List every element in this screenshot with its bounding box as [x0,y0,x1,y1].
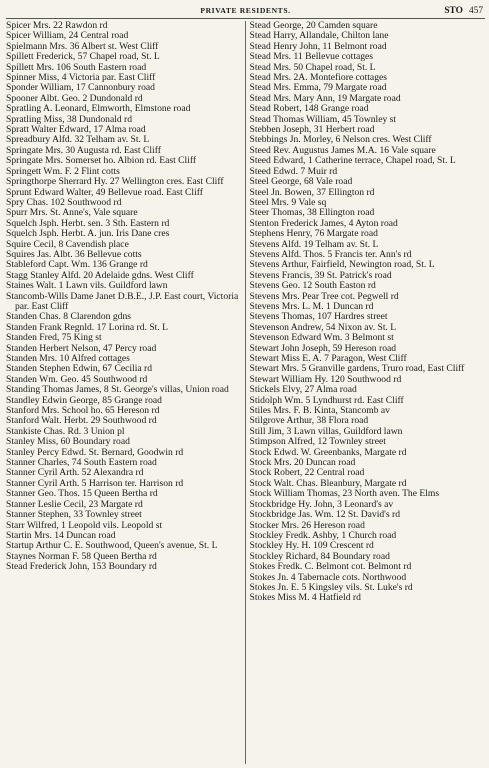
page-header [6,4,485,19]
directory-entry: Squelch Jsph. Herbt. A. jun. Iris Dane cres [6,228,170,240]
directory-entry: Standen Mrs. 10 Alfred cottages [6,353,130,364]
directory-entry: Stewart John Joseph, 59 Hereson road [249,342,397,354]
directory-entry: Stankiste Chas. Rd. 3 Union pl [6,425,125,437]
directory-entry: Steer Thomas, 38 Ellington road [249,207,375,219]
directory-entry: Stanner Geo. Thos. 15 Queen Bertha rd [6,488,158,500]
directory-entry: Standen Stephen Edwin, 67 Cecilia rd [6,363,153,375]
directory-entry: Spry Chas. 102 Southwood rd [6,196,122,208]
directory-entry: Steel George, 68 Vale road [249,176,353,188]
directory-entry: Stockbridge Jas. Wm. 12 St. David's rd [249,509,401,521]
directory-entry: Stewart William Hy. 120 Southwood rd [249,373,402,385]
directory-entry: Stock Mrs. 20 Duncan road [249,457,356,469]
directory-entry: Stockley Hy. H. 109 Crescent rd [249,540,374,552]
directory-entry: Spillett Frederick, 57 Chapel road, St. L [6,51,160,63]
directory-entry: Stevenson Andrew, 54 Nixon av. St. L [249,321,397,333]
directory-entry: Stewart Mrs. 5 Granville gardens, Truro road, East Cliff [249,363,465,375]
directory-entry: Stagg Stanley Alfd. 20 Adelaide gdns. West Cliff [6,269,194,281]
directory-entry: Stead Frederick John, 153 Boundary rd [6,561,157,573]
directory-entry: Stockley Fredk. Ashby, 1 Church road [249,529,397,541]
directory-entry: Springthorpe Sherrard Hy. 27 Wellington cres. East Cliff [6,176,224,188]
directory-entry: Stableford Capt. Wm. 136 Grange rd [6,259,148,271]
directory-entry: Springate Mrs. Somerset ho. Albion rd. East Cliff [6,155,197,167]
directory-entry: Stokes Jn. 4 Tabernacle cots. Northwood [249,571,407,583]
directory-entry: Startin Mrs. 14 Duncan road [6,529,116,541]
directory-entry: Standen Fred, 75 King st [6,332,102,344]
directory-entry: Stockbridge Hy. John, 3 Leonard's av [249,498,394,510]
directory-entry: Stilgrove Arthur, 38 Flora road [249,415,369,427]
page-number: 457 [468,6,483,16]
directory-entry: Stidolph Wm. 5 Lyndhurst rd. East Cliff [249,394,404,406]
directory-entry: Stead Robert, 148 Grange road [249,103,369,115]
directory-entry: Stockley Richard, 84 Boundary road [249,550,390,562]
directory-entry: Stokes Jn. E. 5 Kingsley vils. St. Luke's rd [249,581,413,593]
directory-entry: Stokes Fredk. C. Belmont cot. Belmont rd [249,561,412,573]
directory-entry: Stead Mrs. Mary Ann, 19 Margate road [249,92,401,104]
directory-entry: Stevenson Edward Wm. 3 Belmont st [249,332,394,344]
page-title: PRIVATE RESIDENTS. [200,6,291,15]
directory-entry: Sprunt Edward Walter, 49 Bellevue road. East Cliff [6,186,203,198]
directory-entry: Stocker Mrs. 26 Hereson road [249,519,365,531]
directory-entry: Stead George, 20 Camden square [249,21,378,31]
directory-entry: Squires Jas. Albt. 36 Bellevue cotts [6,248,142,260]
directory-entry: Stevens Francis, 39 St. Patrick's road [249,269,392,281]
directory-entry: Stanley Miss, 60 Boundary road [6,436,130,448]
columns [6,21,485,764]
directory-entry: Stanner Cyril Arth. 52 Alexandra rd [6,467,144,479]
directory-entry: Staines Walt. 1 Lawn vils. Guildford lawn [6,280,168,292]
directory-entry: Squelch Jsph. Herbt. sen. 3 Sth. Eastern rd [6,217,170,229]
directory-entry: Starr Wilfred, 1 Leopold vils. Leopold st [6,519,163,531]
directory-entry: Steel Jn. Bowen, 37 Ellington rd [249,186,375,198]
directory-entry: Stancomb-Wills Dame Janet D.B.E., J.P. East court, Victoria par. East Cliff [6,290,239,312]
directory-entry: Stanner Leslie Cecil, 23 Margate rd [6,498,143,510]
directory-entry: Stock Robert, 22 Central road [249,467,365,479]
directory-entry: Spratt Walter Edward, 17 Alma road [6,124,146,136]
directory-entry: Stanford Walt. Herbt. 29 Southwood rd [6,415,157,427]
header-right [444,4,483,18]
directory-entry: Standen Herbert Nelson, 47 Percy road [6,342,157,354]
directory-entry: Stanner Charles, 74 South Eastern road [6,457,157,469]
directory-entry: Stevens Alfd. Thos. 5 Francis ter. Ann's rd [249,248,412,260]
directory-entry: Still Jim, 3 Lawn villas, Guildford lawn [249,425,403,437]
directory-entry: Steed Rev. Augustus James M.A. 16 Vale square [249,144,436,156]
directory-entry: Stead Mrs. 2A. Montefiore cottages [249,72,387,84]
directory-entry: Spurr Mrs. St. Anne's, Vale square [6,207,138,219]
directory-entry: Spratling A. Leonard, Elmworth, Elmstone road [6,103,191,115]
directory-entry: Stephens Henry, 76 Margate road [249,228,378,240]
directory-entry: Steel Mrs. 9 Vale sq [249,196,327,208]
directory-entry: Stickels Elvy, 27 Alma road [249,384,357,396]
directory-entry: Stenton Frederick James, 4 Ayton road [249,217,398,229]
directory-entry: Stead Harry, Allandale, Chilton lane [249,30,389,42]
directory-entry: Stevens Alfd. 19 Telham av. St. L [249,238,379,250]
directory-entry: Spratling Miss, 38 Dundonald rd [6,113,133,125]
directory-entry: Steed Edward, 1 Catherine terrace, Chapel road, St. L [249,155,456,167]
directory-entry: Stiles Mrs. F. B. Kinta, Stancomb av [249,405,390,417]
directory-entry: Stead Mrs. Emma, 79 Margate road [249,82,387,94]
directory-entry: Stokes Miss M. 4 Hatfield rd [249,592,361,604]
directory-entry: Stock Edwd. W. Greenbanks, Margate rd [249,446,407,458]
directory-entry: Standley Edwin George, 85 Grange road [6,394,162,406]
directory-entry: Stimpson Alfred, 12 Townley street [249,436,386,448]
directory-entry: Stevens Arthur, Fairfield, Newington road, St. L [249,259,435,271]
section-code: STO [444,6,463,16]
directory-entry: Stead Mrs. 11 Bellevue cottages [249,51,374,63]
directory-entry: Stead Henry John, 11 Belmont road [249,40,387,52]
directory-entry: Standen Wm. Geo. 45 Southwood rd [6,373,148,385]
directory-entry: Stock William Thomas, 23 North aven. The Elms [249,488,440,500]
directory-entry: Stanley Percy Edwd. St. Bernard, Goodwin rd [6,446,184,458]
directory-entry: Squire Cecil, 8 Cavendish place [6,238,129,250]
directory-page [6,4,485,764]
directory-entry: Stevens Mrs. L. M. 1 Duncan rd [249,300,374,312]
right-column [246,21,486,764]
directory-entry: Stevens Thomas, 107 Hardres street [249,311,388,323]
directory-entry: Spielmann Mrs. 36 Albert st. West Cliff [6,40,159,52]
directory-entry: Stead Mrs. 50 Chapel road, St. L [249,61,376,73]
directory-entry: Stanner Cyril Arth. 5 Harrison ter. Harrison rd [6,477,184,489]
directory-entry: Standing Thomas James, 8 St. George's villas, Union road [6,384,229,396]
directory-entry: Stevens Geo. 12 South Easton rd [249,280,376,292]
directory-entry: Spreadbury Alfd. 32 Telham av. St. L [6,134,150,146]
directory-entry: Stock Walt. Chas. Bleanbury, Margate rd [249,477,407,489]
directory-entry: Spooner Albt. Geo. 2 Dundonald rd [6,92,143,104]
directory-entry: Standen Chas. 8 Clarendon gdns [6,311,131,323]
directory-entry: Steed Edwd. 7 Muir rd [249,165,338,177]
directory-entry: Stanner Stephen, 33 Townley street [6,509,142,521]
directory-entry: Stevens Mrs. Pear Tree cot. Pegwell rd [249,290,399,302]
directory-entry: Springett Wm. F. 2 Flint cotts [6,165,120,177]
directory-entry: Spicer Mrs. 22 Rawdon rd [6,21,108,31]
left-column [6,21,246,764]
directory-entry: Startup Arthur C. E. Southwood, Queen's avenue, St. L [6,540,218,552]
directory-entry: Springate Mrs. 30 Augusta rd. East Cliff [6,144,161,156]
directory-entry: Sponder William, 17 Cannonbury road [6,82,155,94]
directory-entry: Standen Frank Regnld. 17 Lorina rd. St. L [6,321,169,333]
directory-entry: Staynes Norman F. 58 Queen Bertha rd [6,550,157,562]
directory-entry: Stewart Miss E. A. 7 Paragon, West Cliff [249,353,407,364]
directory-entry: Stebbings Jn. Morley, 6 Nelson cres. West Cliff [249,134,432,146]
directory-entry: Stead Thomas William, 45 Townley st [249,113,397,125]
directory-entry: Spillett Mrs. 106 South Eastern road [6,61,147,73]
directory-entry: Stebben Joseph, 31 Herbert road [249,124,375,136]
directory-entry: Spicer William, 24 Central road [6,30,129,42]
directory-entry: Spinner Miss, 4 Victoria par. East Cliff [6,72,156,84]
directory-entry: Stanford Mrs. School ho. 65 Hereson rd [6,405,160,417]
